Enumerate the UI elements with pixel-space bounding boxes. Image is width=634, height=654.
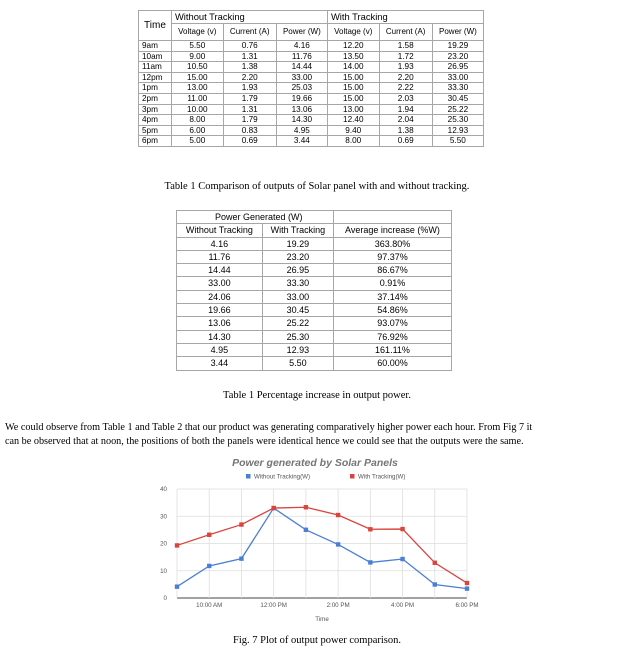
- chart-data-point: [368, 560, 372, 564]
- table-1-col-header: Voltage (v): [171, 24, 223, 41]
- chart-x-axis-label: Time: [315, 616, 329, 623]
- table-1-time-cell: 4pm: [139, 115, 172, 126]
- chart-grid: [177, 489, 467, 598]
- chart-x-axis: [196, 602, 478, 609]
- table-1-cell-c2: 2.04: [379, 115, 432, 126]
- chart-legend-swatch: [246, 474, 251, 479]
- chart-y-tick-label: 30: [160, 513, 167, 521]
- chart-data-point: [465, 586, 469, 590]
- table-1-cell-v1: 11.00: [171, 93, 223, 104]
- chart-data-point: [239, 522, 243, 526]
- table-1-cell-p2: 19.29: [432, 41, 483, 52]
- table-1-cell-v1: 5.00: [171, 136, 223, 147]
- chart-data-point: [304, 505, 308, 509]
- chart-data-point: [433, 561, 437, 565]
- table-1-cell-p2: 25.22: [432, 104, 483, 115]
- table-2-cell-without: 24.06: [177, 290, 263, 303]
- chart-data-point: [400, 557, 404, 561]
- table-1-cell-v2: 15.00: [327, 83, 379, 94]
- table-1-group-without: Without Tracking: [171, 11, 327, 24]
- table-2-cell-increase: 37.14%: [333, 290, 451, 303]
- chart-series-line: [177, 508, 467, 589]
- table-2-cell-increase: 76.92%: [333, 330, 451, 343]
- chart-title: Power generated by Solar Panels: [232, 457, 398, 469]
- chart-x-tick-label: 2:00 PM: [326, 602, 350, 609]
- chart-legend-label: With Tracking(W): [358, 473, 406, 481]
- table-1-cell-c1: 1.31: [223, 104, 276, 115]
- table-2-cell-increase: 363.80%: [333, 237, 451, 250]
- table-2-cell-increase: 60.00%: [333, 357, 451, 370]
- table-1-col-header: Power (W): [276, 24, 327, 41]
- chart-data-point: [271, 506, 275, 510]
- table-1-time-cell: 1pm: [139, 83, 172, 94]
- table-1-time-cell: 3pm: [139, 104, 172, 115]
- table-1-cell-v2: 9.40: [327, 125, 379, 136]
- chart-y-tick-label: 20: [160, 540, 167, 548]
- table-1-cell-c1: 1.31: [223, 51, 276, 62]
- table-1-cell-p2: 5.50: [432, 136, 483, 147]
- table-1-cell-c2: 2.22: [379, 83, 432, 94]
- table-1-cell-c1: 0.83: [223, 125, 276, 136]
- chart-y-tick-label: 0: [163, 595, 167, 602]
- table-1-cell-p2: 25.30: [432, 115, 483, 126]
- table-1-cell-v2: 13.00: [327, 104, 379, 115]
- table-2-cell-without: 11.76: [177, 250, 263, 263]
- chart-data-point: [400, 527, 404, 531]
- table-1-cell-v1: 9.00: [171, 51, 223, 62]
- table-2-cell-without: 33.00: [177, 277, 263, 290]
- table-1-time-header: Time: [139, 11, 172, 41]
- table-2-group-header: Power Generated (W): [177, 211, 334, 224]
- table-2-cell-without: 3.44: [177, 357, 263, 370]
- chart-x-tick-label: 6:00 PM: [455, 602, 479, 609]
- paragraph-line: can be observed that at noon, the positions of both the panels were identical hence we could see that the outputs were the same.: [5, 435, 524, 447]
- table-2-caption: Table 1 Percentage increase in output power.: [223, 390, 411, 401]
- table-1-col-header: Power (W): [432, 24, 483, 41]
- table-1-cell-v2: 15.00: [327, 72, 379, 83]
- table-2-cell-without: 13.06: [177, 317, 263, 330]
- figure-caption: Fig. 7 Plot of output power comparison.: [233, 635, 401, 646]
- paragraph-line: We could observe from Table 1 and Table 2 that our product was generating comparatively higher power each hour. From Fig 7 it: [5, 422, 533, 433]
- chart-legend-swatch: [350, 474, 355, 479]
- chart-data-point: [465, 581, 469, 585]
- table-1-cell-p2: 12.93: [432, 125, 483, 136]
- table-1-cell-p2: 23.20: [432, 51, 483, 62]
- table-1-cell-p1: 25.03: [276, 83, 327, 94]
- table-2-cell-increase: 93.07%: [333, 317, 451, 330]
- table-1-time-cell: 12pm: [139, 72, 172, 83]
- table-1-cell-p1: 4.16: [276, 41, 327, 52]
- table-1-group-with: With Tracking: [327, 11, 483, 24]
- table-1-cell-p1: 14.30: [276, 115, 327, 126]
- table-2-cell-with: 26.95: [262, 264, 333, 277]
- table-2-col-with: With Tracking: [262, 224, 333, 237]
- chart-legend: [246, 474, 405, 481]
- table-1-cell-c1: 0.76: [223, 41, 276, 52]
- chart-series: [175, 505, 469, 591]
- table-2-cell-increase: 161.11%: [333, 343, 451, 356]
- table-2-cell-with: 12.93: [262, 343, 333, 356]
- table-2-cell-with: 33.30: [262, 277, 333, 290]
- table-1-col-header: Current (A): [223, 24, 276, 41]
- chart-x-tick-label: 12:00 PM: [260, 602, 287, 609]
- table-1-cell-p1: 33.00: [276, 72, 327, 83]
- chart-y-tick-label: 10: [160, 567, 167, 575]
- table-1-cell-v2: 14.00: [327, 62, 379, 73]
- table-1-cell-v1: 8.00: [171, 115, 223, 126]
- table-2-cell-increase: 86.67%: [333, 264, 451, 277]
- chart-data-point: [175, 584, 179, 588]
- table-1-time-cell: 6pm: [139, 136, 172, 147]
- table-1-cell-c1: 1.93: [223, 83, 276, 94]
- table-1-cell-c2: 1.94: [379, 104, 432, 115]
- table-1-cell-v2: 12.40: [327, 115, 379, 126]
- table-2-col-increase: Average increase (%W): [333, 224, 451, 237]
- chart-legend-label: Without Tracking(W): [254, 473, 311, 481]
- chart-data-point: [239, 556, 243, 560]
- table-1-cell-v1: 10.50: [171, 62, 223, 73]
- chart-data-point: [175, 543, 179, 547]
- table-2-cell-with: 33.00: [262, 290, 333, 303]
- table-2-cell-with: 25.30: [262, 330, 333, 343]
- table-1-cell-v1: 10.00: [171, 104, 223, 115]
- table-1-cell-v1: 5.50: [171, 41, 223, 52]
- table-2-cell-without: 14.30: [177, 330, 263, 343]
- table-1-col-header: Voltage (v): [327, 24, 379, 41]
- table-2-cell-without: 14.44: [177, 264, 263, 277]
- table-2-cell-with: 25.22: [262, 317, 333, 330]
- chart-y-tick-label: 40: [160, 486, 167, 493]
- table-2-cell-increase: 97.37%: [333, 250, 451, 263]
- table-2-cell-with: 23.20: [262, 250, 333, 263]
- table-2-cell-without: 19.66: [177, 304, 263, 317]
- table-1-cell-c1: 1.38: [223, 62, 276, 73]
- table-2-col-without: Without Tracking: [177, 224, 263, 237]
- table-1-cell-c2: 2.03: [379, 93, 432, 104]
- chart-data-point: [207, 564, 211, 568]
- table-1-cell-p1: 13.06: [276, 104, 327, 115]
- table-1-cell-v1: 15.00: [171, 72, 223, 83]
- table-1-cell-c2: 2.20: [379, 72, 432, 83]
- chart-data-point: [304, 528, 308, 532]
- table-1-cell-p1: 19.66: [276, 93, 327, 104]
- table-1-cell-c2: 0.69: [379, 136, 432, 147]
- table-1-time-cell: 9am: [139, 41, 172, 52]
- chart-data-point: [433, 582, 437, 586]
- table-1-cell-v2: 15.00: [327, 93, 379, 104]
- table-1-caption: Table 1 Comparison of outputs of Solar panel with and without tracking.: [164, 181, 470, 192]
- table-2-cell-without: 4.95: [177, 343, 263, 356]
- table-1-cell-p2: 33.30: [432, 83, 483, 94]
- table-2-cell-with: 19.29: [262, 237, 333, 250]
- table-1-cell-v2: 8.00: [327, 136, 379, 147]
- table-1-col-header: Current (A): [379, 24, 432, 41]
- table-1-cell-p1: 4.95: [276, 125, 327, 136]
- chart-series-line: [177, 507, 467, 583]
- table-1-cell-p2: 26.95: [432, 62, 483, 73]
- table-1-cell-v2: 12.20: [327, 41, 379, 52]
- table-1-cell-c1: 2.20: [223, 72, 276, 83]
- chart-y-axis: [160, 486, 167, 602]
- table-1-cell-c1: 0.69: [223, 136, 276, 147]
- chart-data-point: [368, 527, 372, 531]
- chart-data-point: [207, 533, 211, 537]
- table-2-cell-increase: 54.86%: [333, 304, 451, 317]
- table-1-cell-c2: 1.58: [379, 41, 432, 52]
- table-1-time-cell: 2pm: [139, 93, 172, 104]
- table-1-cell-v2: 13.50: [327, 51, 379, 62]
- chart-data-point: [336, 513, 340, 517]
- table-1-cell-c2: 1.93: [379, 62, 432, 73]
- table-1-time-cell: 5pm: [139, 125, 172, 136]
- table-1-cell-c1: 1.79: [223, 93, 276, 104]
- table-1-time-cell: 11am: [139, 62, 172, 73]
- table-1-cell-p1: 11.76: [276, 51, 327, 62]
- table-1-cell-c2: 1.38: [379, 125, 432, 136]
- table-1-cell-v1: 13.00: [171, 83, 223, 94]
- table-1-cell-p2: 33.00: [432, 72, 483, 83]
- table-1-cell-p2: 30.45: [432, 93, 483, 104]
- table-1-cell-c2: 1.72: [379, 51, 432, 62]
- table-1-cell-v1: 6.00: [171, 125, 223, 136]
- chart-x-tick-label: 10:00 AM: [196, 602, 223, 609]
- table-1-time-cell: 10am: [139, 51, 172, 62]
- chart-data-point: [336, 542, 340, 546]
- table-2-cell-with: 5.50: [262, 357, 333, 370]
- table-1-cell-c1: 1.79: [223, 115, 276, 126]
- chart-x-tick-label: 4:00 PM: [391, 602, 415, 609]
- table-2-cell-increase: 0.91%: [333, 277, 451, 290]
- table-2-cell-with: 30.45: [262, 304, 333, 317]
- table-1-cell-p1: 14.44: [276, 62, 327, 73]
- table-2-cell-without: 4.16: [177, 237, 263, 250]
- table-1-cell-p1: 3.44: [276, 136, 327, 147]
